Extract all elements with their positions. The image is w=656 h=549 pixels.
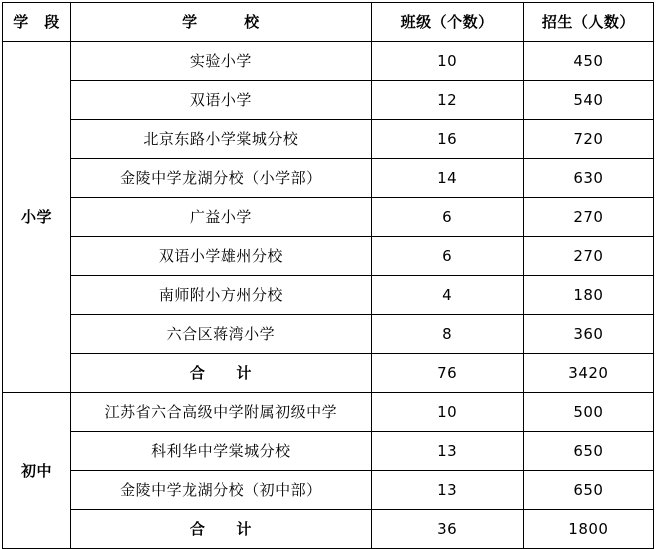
school-enrollment-table [2, 2, 654, 549]
stage-cell-primary: 小学 [3, 42, 71, 393]
table-row [3, 315, 654, 354]
total-enrollment-count: 3420 [523, 354, 653, 393]
school-name: 双语小学 [71, 81, 371, 120]
table-row [3, 198, 654, 237]
table-row [3, 159, 654, 198]
enrollment-count: 650 [523, 432, 653, 471]
school-name: 南师附小方州分校 [71, 276, 371, 315]
table-row [3, 393, 654, 432]
enrollment-count: 650 [523, 471, 653, 510]
table-total-row [3, 510, 654, 549]
table-row [3, 42, 654, 81]
enrollment-count: 180 [523, 276, 653, 315]
class-count: 10 [371, 42, 523, 81]
class-count: 13 [371, 471, 523, 510]
enrollment-count: 720 [523, 120, 653, 159]
total-label: 合 计 [71, 354, 371, 393]
class-count: 16 [371, 120, 523, 159]
enrollment-count: 540 [523, 81, 653, 120]
header-classes: 班级（个数） [371, 3, 523, 42]
school-name: 北京东路小学棠城分校 [71, 120, 371, 159]
enrollment-count: 630 [523, 159, 653, 198]
header-school: 学 校 [71, 3, 371, 42]
enrollment-count: 450 [523, 42, 653, 81]
table-row [3, 432, 654, 471]
school-name: 实验小学 [71, 42, 371, 81]
total-class-count: 76 [371, 354, 523, 393]
enrollment-count: 360 [523, 315, 653, 354]
enrollment-count: 500 [523, 393, 653, 432]
class-count: 6 [371, 237, 523, 276]
class-count: 4 [371, 276, 523, 315]
school-name: 广益小学 [71, 198, 371, 237]
total-label: 合 计 [71, 510, 371, 549]
header-enrollment: 招生（人数） [523, 3, 653, 42]
enrollment-count: 270 [523, 198, 653, 237]
school-name: 金陵中学龙湖分校（小学部） [71, 159, 371, 198]
header-stage: 学 段 [3, 3, 71, 42]
stage-cell-junior: 初中 [3, 393, 71, 549]
class-count: 8 [371, 315, 523, 354]
total-class-count: 36 [371, 510, 523, 549]
table-row [3, 237, 654, 276]
enrollment-count: 270 [523, 237, 653, 276]
table-row [3, 120, 654, 159]
school-name: 江苏省六合高级中学附属初级中学 [71, 393, 371, 432]
class-count: 14 [371, 159, 523, 198]
total-enrollment-count: 1800 [523, 510, 653, 549]
table-header-row [3, 3, 654, 42]
school-name: 科利华中学棠城分校 [71, 432, 371, 471]
school-name: 金陵中学龙湖分校（初中部） [71, 471, 371, 510]
table-row [3, 81, 654, 120]
class-count: 6 [371, 198, 523, 237]
table-row [3, 471, 654, 510]
class-count: 12 [371, 81, 523, 120]
school-name: 六合区蒋湾小学 [71, 315, 371, 354]
table-row [3, 276, 654, 315]
school-name: 双语小学雄州分校 [71, 237, 371, 276]
class-count: 10 [371, 393, 523, 432]
class-count: 13 [371, 432, 523, 471]
table-total-row [3, 354, 654, 393]
